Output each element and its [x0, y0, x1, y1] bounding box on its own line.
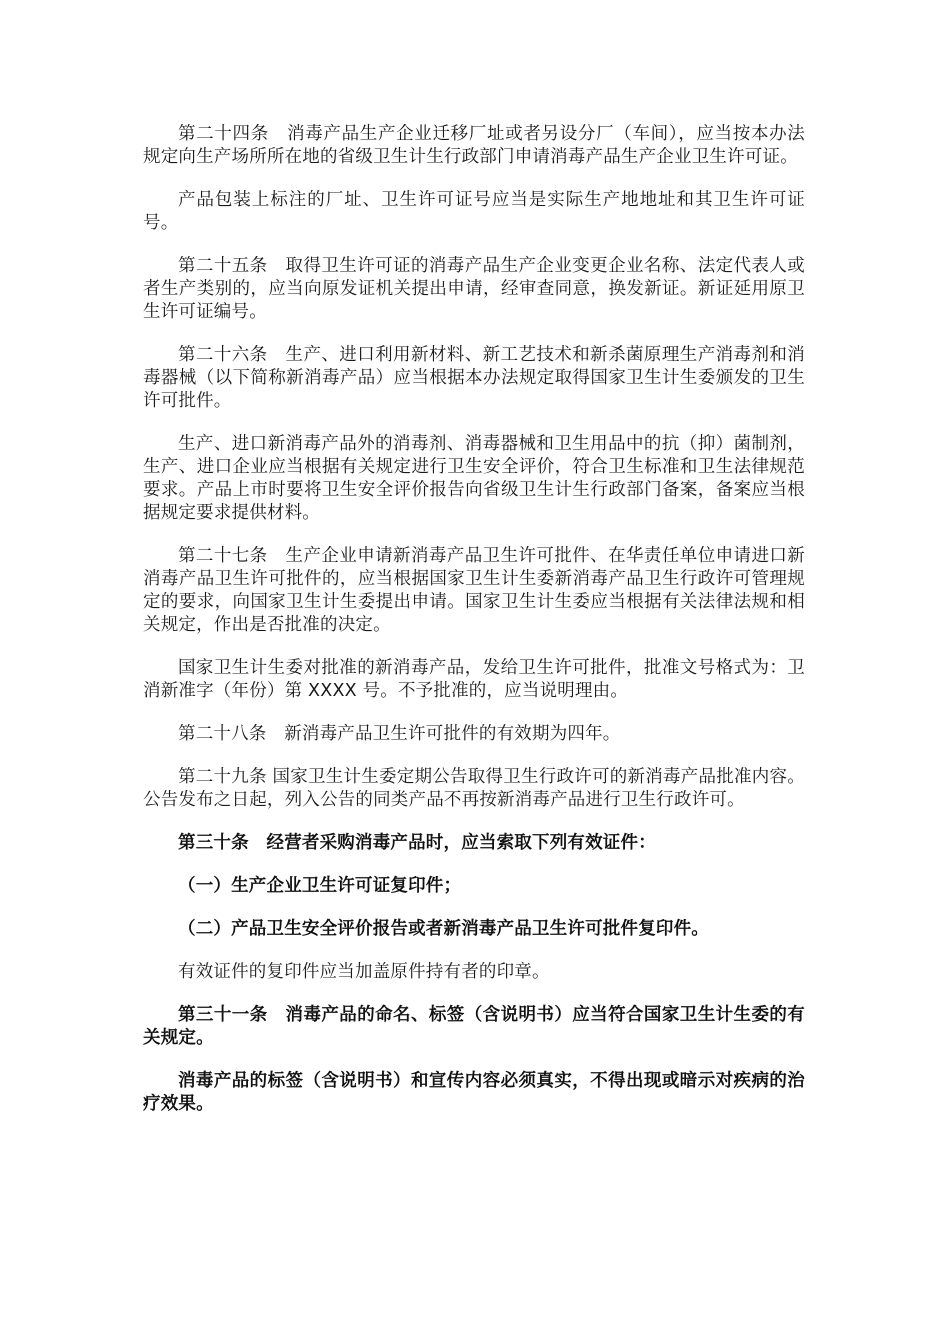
- paragraph-approval-number: 国家卫生计生委对批准的新消毒产品，发给卫生许可批件，批准文号格式为：卫消新准字（年份）第 XXXX 号。不予批准的，应当说明理由。: [143, 658, 805, 701]
- paragraph-article-24: 第二十四条 消毒产品生产企业迁移厂址或者另设分厂（车间），应当按本办法规定向生产场所所在地的省级卫生计生行政部门申请消毒产品生产企业卫生许可证。: [143, 124, 805, 167]
- paragraph-label-truthfulness: 消毒产品的标签（含说明书）和宣传内容必须真实，不得出现或暗示对疾病的治疗效果。: [143, 1071, 805, 1114]
- paragraph-seal-requirement: 有效证件的复印件应当加盖原件持有者的印章。: [178, 962, 550, 982]
- paragraph-packaging-address: 产品包装上标注的厂址、卫生许可证号应当是实际生产地地址和其卫生许可证号。: [143, 190, 805, 233]
- paragraph-article-28: 第二十八条 新消毒产品卫生许可批件的有效期为四年。: [178, 724, 621, 744]
- paragraph-item-1: （一）生产企业卫生许可证复印件；: [178, 876, 462, 896]
- paragraph-article-31: 第三十一条 消毒产品的命名、标签（含说明书）应当符合国家卫生计生委的有关规定。: [143, 1005, 805, 1048]
- paragraph-article-30: 第三十条 经营者采购消毒产品时，应当索取下列有效证件：: [178, 833, 656, 853]
- paragraph-item-2: （二）产品卫生安全评价报告或者新消毒产品卫生许可批件复印件。: [178, 919, 709, 939]
- paragraph-article-27: 第二十七条 生产企业申请新消毒产品卫生许可批件、在华责任单位申请进口新消毒产品卫生许可批件的，应当根据国家卫生计生委新消毒产品卫生行政许可管理规定的要求，向国家卫生计生委提出申请。国家卫生计生委应当根据有关法律法规和相关规定，作出是否批准的决定。: [143, 546, 805, 635]
- paragraph-article-26: 第二十六条 生产、进口利用新材料、新工艺技术和新杀菌原理生产消毒剂和消毒器械（以下简称新消毒产品）应当根据本办法规定取得国家卫生计生委颁发的卫生许可批件。: [143, 345, 805, 411]
- paragraph-article-25: 第二十五条 取得卫生许可证的消毒产品生产企业变更企业名称、法定代表人或者生产类别的，应当向原发证机关提出申请，经审查同意，换发新证。新证延用原卫生许可证编号。: [143, 256, 805, 322]
- paragraph-safety-evaluation: 生产、进口新消毒产品外的消毒剂、消毒器械和卫生用品中的抗（抑）菌制剂，生产、进口企业应当根据有关规定进行卫生安全评价，符合卫生标准和卫生法律规范要求。产品上市时要将卫生安全评价报告向省级卫生计生行政部门备案，备案应当根据规定要求提供材料。: [143, 434, 805, 523]
- document-page: [143, 123, 805, 1136]
- paragraph-article-29: 第二十九条 国家卫生计生委定期公告取得卫生行政许可的新消毒产品批准内容。公告发布之日起，列入公告的同类产品不再按新消毒产品进行卫生行政许可。: [143, 767, 805, 810]
